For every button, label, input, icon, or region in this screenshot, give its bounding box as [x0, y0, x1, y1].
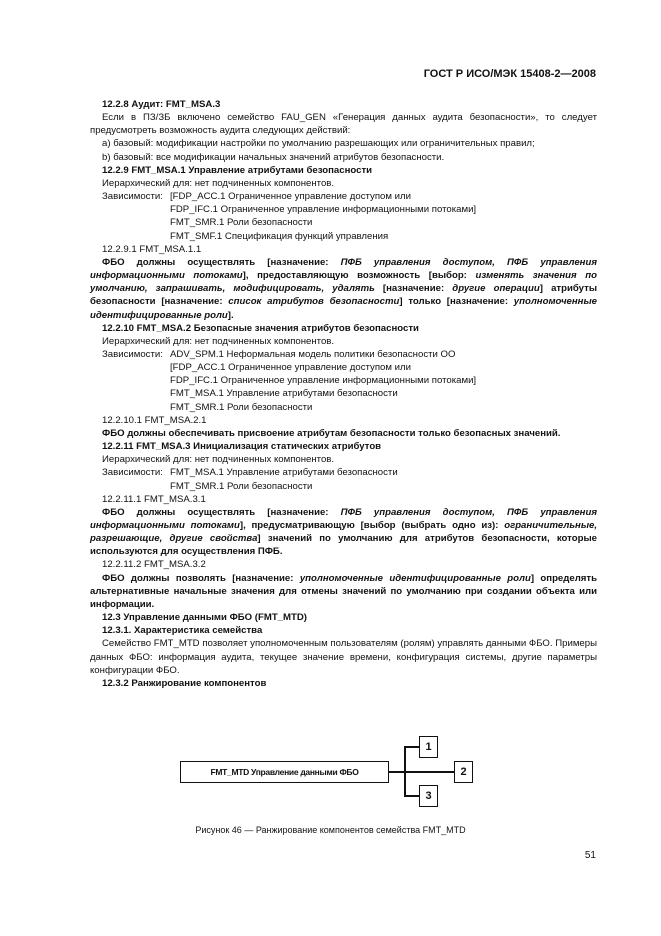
dependency-item: FMT_SMR.1 Роли безопасности	[170, 401, 313, 413]
dependencies-label: Зависимости:	[102, 191, 163, 203]
dependency-item: ADV_SPM.1 Неформальная модель политики безопасности ОО	[170, 348, 456, 360]
requirement-text: ФБО должны позволять [назначение: уполномоченные идентифицированные роли] определять альтернативные начальные значения для отмены значений по умолчанию при создании объекта или информации.	[90, 572, 597, 610]
dependency-item: FDP_IFC.1 Ограниченное управление информационными потоками]	[170, 204, 477, 216]
dependency-item: FDP_IFC.1 Ограниченное управление информационными потоками]	[170, 375, 477, 387]
paragraph: Если в ПЗ/ЗБ включено семейство FAU_GEN «Генерация данных аудита безопасности», то следует предусмотреть возможность аудита следующих действий:	[90, 112, 597, 137]
family-box: FMT_MTD Управление данными ФБО	[180, 761, 389, 783]
paragraph: Семейство FMT_MTD позволяет уполномоченным пользователям (ролям) управлять данными ФБО. Примеры данных ФБО: информация аудита, текущее значение времени, конфигурация системы, другие параметры конфигурации ФБО.	[90, 638, 597, 676]
connector-line	[404, 795, 419, 797]
dependency-item: FMT_SMR.1 Роли безопасности	[170, 480, 313, 492]
section-12-2-9-title: 12.2.9 FMT_MSA.1 Управление атрибутами безопасности	[102, 164, 373, 176]
dependency-item: FMT_SMF.1 Спецификация функций управления	[170, 230, 389, 242]
hierarchy-line: Иерархический для: нет подчиненных компонентов.	[102, 335, 335, 347]
component-levelling-diagram	[0, 727, 661, 817]
document-body	[90, 98, 597, 690]
element-id: 12.2.11.1 FMT_MSA.3.1	[102, 493, 206, 505]
dependency-item: [FDP_ACC.1 Ограниченное управление доступом или	[170, 191, 411, 203]
figure-caption: Рисунок 46 — Ранжирование компонентов семейства FMT_MTD	[195, 825, 466, 835]
hierarchy-line: Иерархический для: нет подчиненных компонентов.	[102, 177, 335, 189]
subsection-title: 12.3.1. Характеристика семейства	[102, 625, 263, 637]
component-box-3: 3	[419, 785, 438, 807]
dependency-item: FMT_MSA.1 Управление атрибутами безопасности	[170, 467, 398, 479]
element-id: 12.2.10.1 FMT_MSA.2.1	[102, 414, 207, 426]
dependencies	[90, 190, 597, 203]
dependency-item: [FDP_ACC.1 Ограниченное управление доступом или	[170, 362, 411, 374]
requirement-text: ФБО должны осуществлять [назначение: ПФБ управления доступом, ПФБ управления информационными потоками], предусматривающую [выбор (выбрать одно из): ограничительные, разрешающие, другие свойства] значений по умолчанию для атрибутов безопасности, которые используются для осуществления ПФБ.	[90, 506, 598, 558]
list-item: b) базовый: все модификации начальных значений атрибутов безопасности.	[102, 151, 445, 163]
connector-line	[404, 771, 454, 773]
requirement-text: ФБО должны обеспечивать присвоение атрибутам безопасности только безопасных значений.	[102, 427, 561, 439]
connector-line	[404, 746, 419, 748]
subsection-title: 12.3.2 Ранжирование компонентов	[102, 677, 267, 689]
element-id: 12.2.11.2 FMT_MSA.3.2	[102, 559, 206, 571]
section-12-2-11-title: 12.2.11 FMT_MSA.3 Инициализация статических атрибутов	[102, 441, 382, 453]
dependency-item: FMT_MSA.1 Управление атрибутами безопасности	[170, 388, 398, 400]
dependencies-label: Зависимости:	[102, 467, 163, 479]
list-item: a) базовый: модификации настройки по умолчанию разрешающих или ограничительных правил;	[102, 138, 535, 150]
component-box-2: 2	[454, 761, 473, 783]
section-12-2-8-title: 12.2.8 Аудит: FMT_MSA.3	[102, 99, 221, 110]
section-12-2-10-title: 12.2.10 FMT_MSA.2 Безопасные значения атрибутов безопасности	[102, 322, 419, 334]
dependencies	[90, 466, 597, 479]
dependencies-label: Зависимости:	[102, 348, 163, 360]
component-box-1: 1	[419, 736, 438, 758]
document-header: ГОСТ Р ИСО/МЭК 15408-2—2008	[423, 68, 596, 80]
page-number: 51	[584, 850, 596, 861]
dependencies	[90, 348, 597, 361]
element-id: 12.2.9.1 FMT_MSA.1.1	[102, 243, 202, 255]
section-12-3-title: 12.3 Управление данными ФБО (FMT_MTD)	[102, 612, 307, 624]
hierarchy-line: Иерархический для: нет подчиненных компонентов.	[102, 454, 335, 466]
connector-line	[389, 771, 405, 773]
requirement-text: ФБО должны осуществлять [назначение: ПФБ управления доступом, ПФБ управления информационными потоками], предоставляющую возможность [выбор: изменять значения по умолчанию, запрашивать, модифицировать, удалять [назначение: другие операции] атрибуты безопасности [назначение: список атрибутов безопасности] только [назначение: уполномоченные идентифицированные роли].	[90, 256, 598, 321]
dependency-item: FMT_SMR.1 Роли безопасности	[170, 217, 313, 229]
